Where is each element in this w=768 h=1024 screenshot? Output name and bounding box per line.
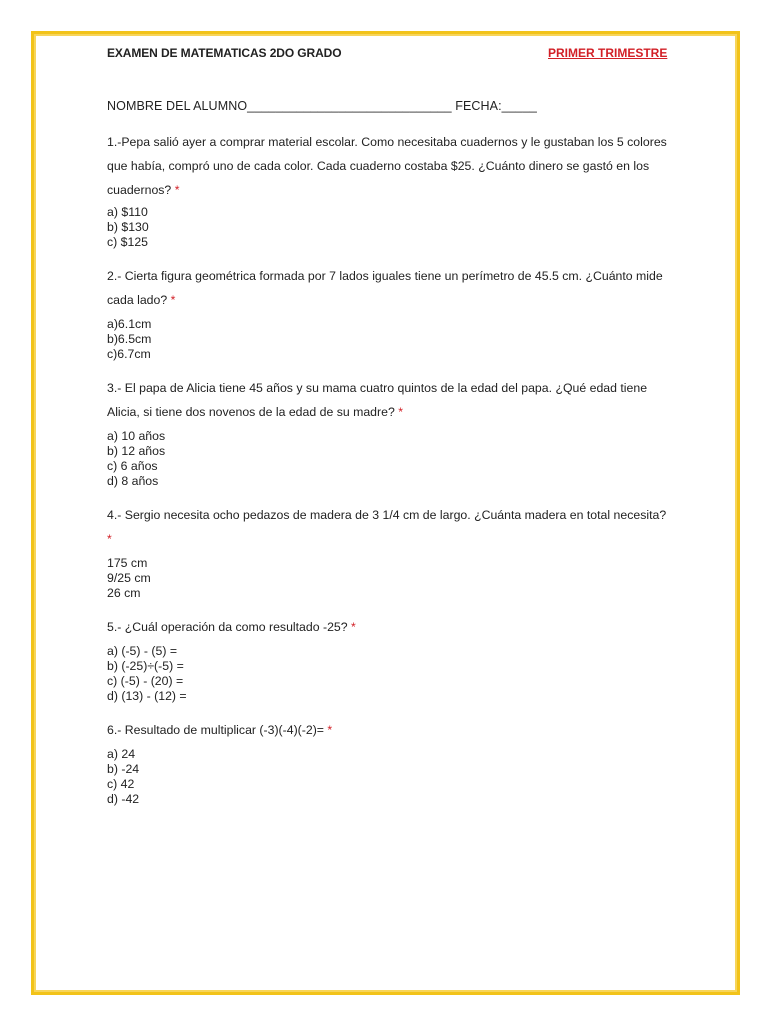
- option-d: d) -42: [107, 792, 140, 806]
- required-mark: *: [107, 532, 112, 546]
- option-a: a) 10 años: [107, 429, 166, 443]
- option-a: a) 24: [107, 747, 136, 761]
- question-5-options: [107, 644, 187, 704]
- question-4-options: [107, 556, 151, 601]
- question-text: 5.- ¿Cuál operación da como resultado -25?: [107, 620, 348, 634]
- option-c: c) 6 años: [107, 459, 158, 473]
- option-b: b)6.5cm: [107, 332, 152, 346]
- required-mark: *: [351, 620, 356, 634]
- student-name-date-line: NOMBRE DEL ALUMNO_____________________________ FECHA:_____: [107, 99, 537, 113]
- question-text: 1.-Pepa salió ayer a comprar material escolar. Como necesitaba cuadernos y le gustaban los 5 colores que había, compró uno de cada color. Cada cuaderno costaba $25. ¿Cuánto dinero se gastó en los cuadernos?: [107, 135, 667, 197]
- question-text: 3.- El papa de Alicia tiene 45 años y su mama cuatro quintos de la edad del papa. ¿Qué edad tiene Alicia, si tiene dos novenos de la edad de su madre?: [107, 381, 648, 419]
- option-a: a) $110: [107, 205, 148, 219]
- question-2: [107, 264, 667, 312]
- required-mark: *: [174, 183, 180, 197]
- question-3: [107, 376, 667, 424]
- required-mark: *: [170, 293, 176, 307]
- option-d: d) 8 años: [107, 474, 159, 488]
- option-c: c) 42: [107, 777, 135, 791]
- option-b: b) -24: [107, 762, 140, 776]
- option-c: c)6.7cm: [107, 347, 151, 361]
- option-c: c) $125: [107, 235, 149, 249]
- question-4: [107, 503, 667, 551]
- option-d: d) (13) - (12) =: [107, 689, 187, 703]
- required-mark: *: [398, 405, 404, 419]
- option-3: 26 cm: [107, 586, 141, 600]
- question-text: 6.- Resultado de multiplicar (-3)(-4)(-2)=: [107, 723, 324, 737]
- question-5: [107, 615, 667, 639]
- question-2-options: [107, 317, 151, 362]
- question-1-options: [107, 205, 149, 250]
- option-2: 9/25 cm: [107, 571, 151, 585]
- option-a: a)6.1cm: [107, 317, 152, 331]
- option-c: c) (-5) - (20) =: [107, 674, 184, 688]
- option-1: 175 cm: [107, 556, 148, 570]
- question-6: [107, 718, 667, 742]
- question-text: 4.- Sergio necesita ocho pedazos de madera de 3 1/4 cm de largo. ¿Cuánta madera en total necesita?: [107, 508, 667, 522]
- exam-title: EXAMEN DE MATEMATICAS 2DO GRADO: [107, 46, 342, 60]
- exam-period: PRIMER TRIMESTRE: [548, 46, 668, 60]
- exam-header: [107, 46, 677, 64]
- question-6-options: [107, 747, 139, 807]
- option-b: b) 12 años: [107, 444, 166, 458]
- question-text: 2.- Cierta figura geométrica formada por 7 lados iguales tiene un perímetro de 45.5 cm. ¿Cuánto mide cada lado?: [107, 269, 663, 307]
- option-b: b) (-25)÷(-5) =: [107, 659, 184, 673]
- question-3-options: [107, 429, 165, 489]
- required-mark: *: [327, 723, 333, 737]
- option-a: a) (-5) - (5) =: [107, 644, 178, 658]
- question-1: [107, 130, 667, 202]
- option-b: b) $130: [107, 220, 149, 234]
